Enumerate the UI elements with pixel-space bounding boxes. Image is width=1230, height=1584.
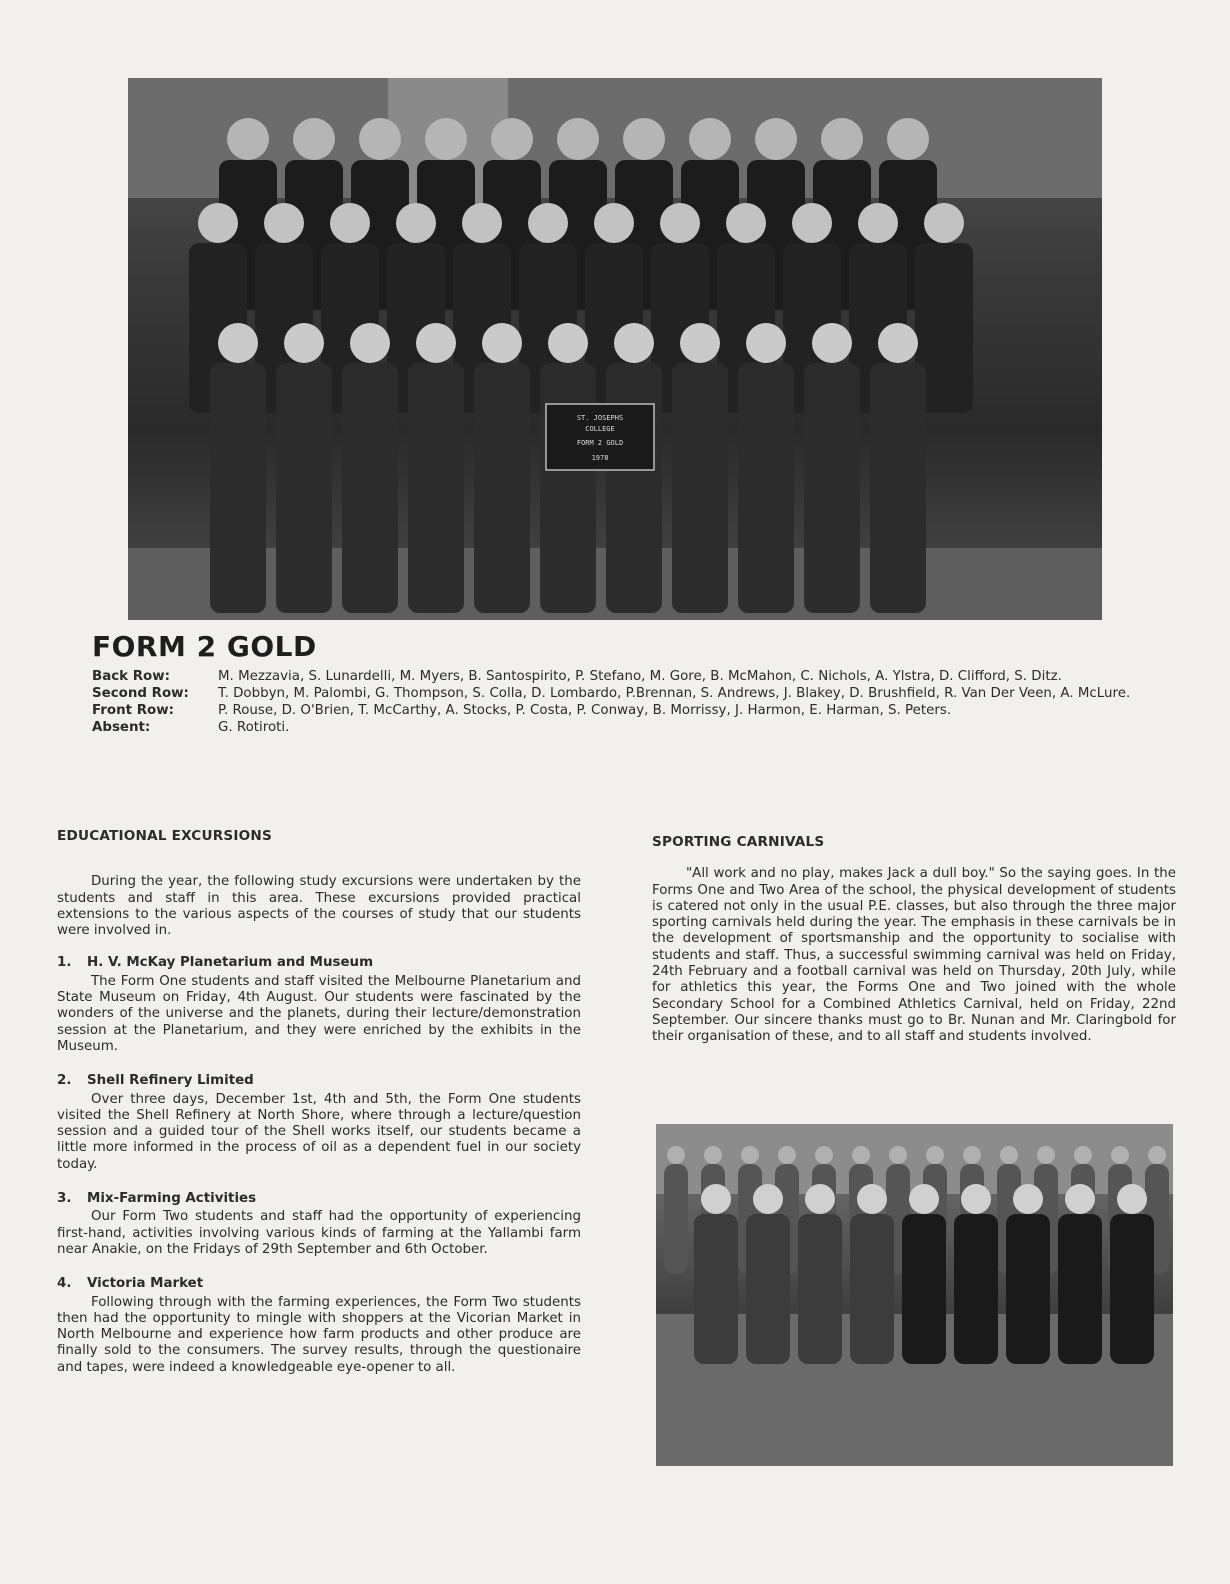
excursion-item-text: Our Form Two students and staff had the opportunity of experiencing first-hand, activities involving various kinds of farming at the Yallambi farm near Anakie, on the Fridays of 29th September and 6th October. — [57, 1209, 581, 1257]
excursion-item-title — [57, 955, 581, 971]
roster-absent — [92, 719, 1152, 736]
placard-line-1: ST. JOSEPHS — [576, 414, 624, 422]
excursion-item-title — [57, 1073, 581, 1089]
form-title: FORM 2 GOLD — [92, 630, 317, 663]
roster-names: T. Dobbyn, M. Palombi, G. Thompson, S. Colla, D. Lombardo, P.Brennan, S. Andrews, J. Blakey, D. Brushfield, R. Van Der Veen, A. McLure. — [218, 686, 1131, 701]
placard-line-4: 1978 — [591, 454, 609, 462]
excursion-item-number: 2. — [57, 1073, 72, 1089]
excursion-item-text: Over three days, December 1st, 4th and 5th, the Form One students visited the Shell Refinery at North Shore, where through a lecture/question session and a guided tour of the Shell works itself, our students became a little more informed in the process of oil as a dependent fuel in our society today. — [57, 1091, 581, 1172]
sporting-column — [652, 834, 1176, 1046]
excursion-item-number: 1. — [57, 955, 72, 971]
sporting-text: "All work and no play, makes Jack a dull boy." So the saying goes. In the Forms One and Two Area of the school, the physical development of students is catered not only in the usual P.E. classes, but also through the three major sporting carnivals held during the year. The emphasis in these carnivals be in the development of sportsmanship and the opportunity to socialise with students and staff. Thus, a successful swimming carnival was held on Friday, 24th February and a football carnival was held on Thursday, 20th July, while for athletics this year, the Forms One and Two joined with the whole Secondary School for a Combined Athletics Carnival, held on Friday, 22nd September. Our sincere thanks must go to Br. Nunan and Mr. Claringbold for their organisation of these, and to all staff and students involved. — [652, 866, 1176, 1045]
excursion-item-heading: H. V. McKay Planetarium and Museum — [87, 955, 374, 971]
roster-label: Absent: — [92, 720, 151, 735]
roster-names: P. Rouse, D. O'Brien, T. McCarthy, A. Stocks, P. Costa, P. Conway, B. Morrissy, J. Harmon, E. Harman, S. Peters. — [218, 703, 952, 718]
roster-label: Second Row: — [92, 686, 189, 701]
excursion-item-text: Following through with the farming experiences, the Form Two students then had the opportunity to mingle with shoppers at the Vicorian Market in North Melbourne and experience how farm products and other produce are finally sold to the consumers. The survey results, through the questionaire and tapes, were indeed a knowledgeable eye-opener to all. — [57, 1294, 581, 1375]
roster — [92, 668, 1152, 736]
excursion-item-number: 3. — [57, 1191, 72, 1207]
roster-second-row — [92, 685, 1152, 702]
placard-line-2: COLLEGE — [585, 425, 615, 433]
excursion-item-heading: Mix-Farming Activities — [87, 1191, 257, 1207]
group-photo-figures — [128, 78, 1102, 620]
roster-names: G. Rotiroti. — [218, 720, 290, 735]
excursion-item-number: 4. — [57, 1276, 72, 1292]
group-photo — [128, 78, 1102, 620]
roster-names: M. Mezzavia, S. Lunardelli, M. Myers, B. Santospirito, P. Stefano, M. Gore, B. McMahon, C. Nichols, A. Ylstra, D. Clifford, S. Ditz. — [218, 669, 1062, 684]
excursion-item-heading: Victoria Market — [87, 1276, 204, 1292]
excursions-intro: During the year, the following study excursions were undertaken by the students and staff in this area. These excursions provided practical extensions to the various aspects of the courses of study that our students were involved in. — [57, 874, 581, 939]
sporting-heading: SPORTING CARNIVALS — [652, 834, 825, 850]
placard-line-3: FORM 2 GOLD — [576, 439, 624, 447]
carnival-photo — [656, 1124, 1173, 1466]
roster-back-row — [92, 668, 1152, 685]
roster-front-row — [92, 702, 1152, 719]
excursions-heading: EDUCATIONAL EXCURSIONS — [57, 828, 272, 844]
excursion-item-title — [57, 1276, 581, 1292]
roster-label: Front Row: — [92, 703, 174, 718]
excursion-item-text: The Form One students and staff visited the Melbourne Planetarium and State Museum on Friday, 4th August. Our students were fascinated by the wonders of the universe and the planets, during their lecture/demonstration session at the Planetarium, and they were enriched by the exhibits in the Museum. — [57, 973, 581, 1054]
excursions-column — [57, 828, 581, 1376]
carnival-photo-figures — [656, 1124, 1173, 1466]
roster-label: Back Row: — [92, 669, 170, 684]
excursion-item-heading: Shell Refinery Limited — [87, 1073, 254, 1089]
excursion-item-title — [57, 1191, 581, 1207]
